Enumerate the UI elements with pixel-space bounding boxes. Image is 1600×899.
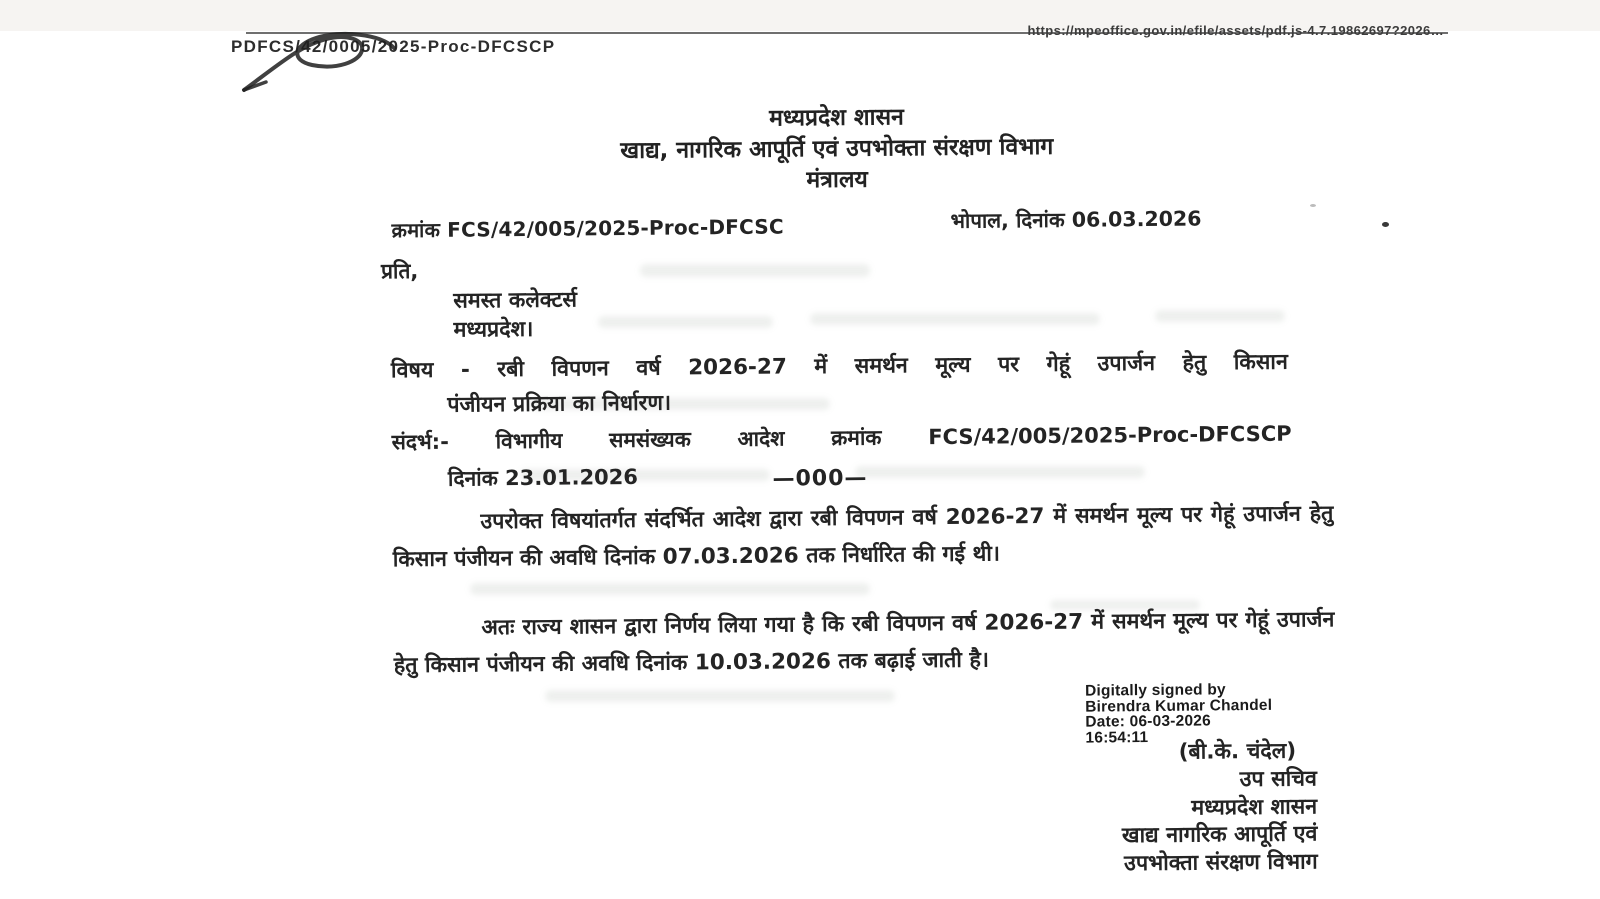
body-paragraph-2: अतः राज्य शासन द्वारा निर्णय लिया गया है कि रबी विपणन वर्ष 2026-27 में समर्थन मूल्य पर गेहूं उपार्जन हेतु किसान पंजीयन की अवधि दिनांक 10.03.2026 तक बढ़ाई जाती है। [393,607,1335,678]
ministry-name: मंत्रालय [806,166,868,194]
addressee-line: मध्यप्रदेश। [453,316,534,343]
subject-line-2: पंजीयन प्रक्रिया का निर्धारण। [447,390,672,418]
signatory-name: (बी.के. चंदेल) [1178,738,1297,765]
body-paragraph-1: उपरोक्त विषयांतर्गत संदर्भित आदेश द्वारा रबी विपणन वर्ष 2026-27 में समर्थन मूल्य पर गेहूं उपार्जन हेतु किसान पंजीयन की अवधि दिनांक 07.03.2026 तक निर्धारित की गई थी। [392,501,1334,572]
reference-label: संदर्भ:- [391,429,449,455]
subject-section [391,345,1289,424]
subject-text: रबी विपणन वर्ष 2026-27 में समर्थन मूल्य पर गेहूं उपार्जन हेतु किसान [497,349,1288,383]
stamp-line: Digitally signed by [1084,681,1226,700]
reference-number: क्रमांक FCS/42/005/2025-Proc-DFCSC [391,214,784,243]
government-name: मध्यप्रदेश शासन [769,104,904,132]
place-and-date: भोपाल, दिनांक 06.03.2026 [950,206,1202,233]
addressee-line: समस्त कलेक्टर्स [453,287,578,314]
subject-label: विषय - [390,357,470,384]
signatory-org-line: उपभोक्ता संरक्षण विभाग [1123,848,1318,876]
reference-line-2: दिनांक 23.01.2026 [447,464,639,491]
reference-text: विभागीय समसंख्यक आदेश क्रमांक FCS/42/005/2025-Proc-DFCSCP [495,421,1292,454]
stamp-line: 16:54:11 [1085,728,1149,747]
print-url-header: https://mpeoffice.gov.in/efile/assets/pdf.js-4.7.19862697?2026… [1027,23,1444,38]
salutation: प्रति, [380,259,419,284]
signatory-org-line: खाद्य नागरिक आपूर्ति एवं [1121,821,1318,849]
document-id-header: PDFCS/42/0005/2025-Proc-DFCSCP [231,37,556,56]
stamp-line: Birendra Kumar Chandel [1085,696,1273,716]
signatory-designation: उप सचिव [1239,766,1318,793]
letterhead [386,99,1287,201]
signatory-org-line: मध्यप्रदेश शासन [1191,793,1318,821]
signature-block [1121,765,1318,877]
section-divider: —000— [772,465,868,492]
department-name: खाद्य, नागरिक आपूर्ति एवं उपभोक्ता संरक्षण विभाग [620,133,1054,165]
stamp-line: Date: 06-03-2026 [1085,712,1211,731]
